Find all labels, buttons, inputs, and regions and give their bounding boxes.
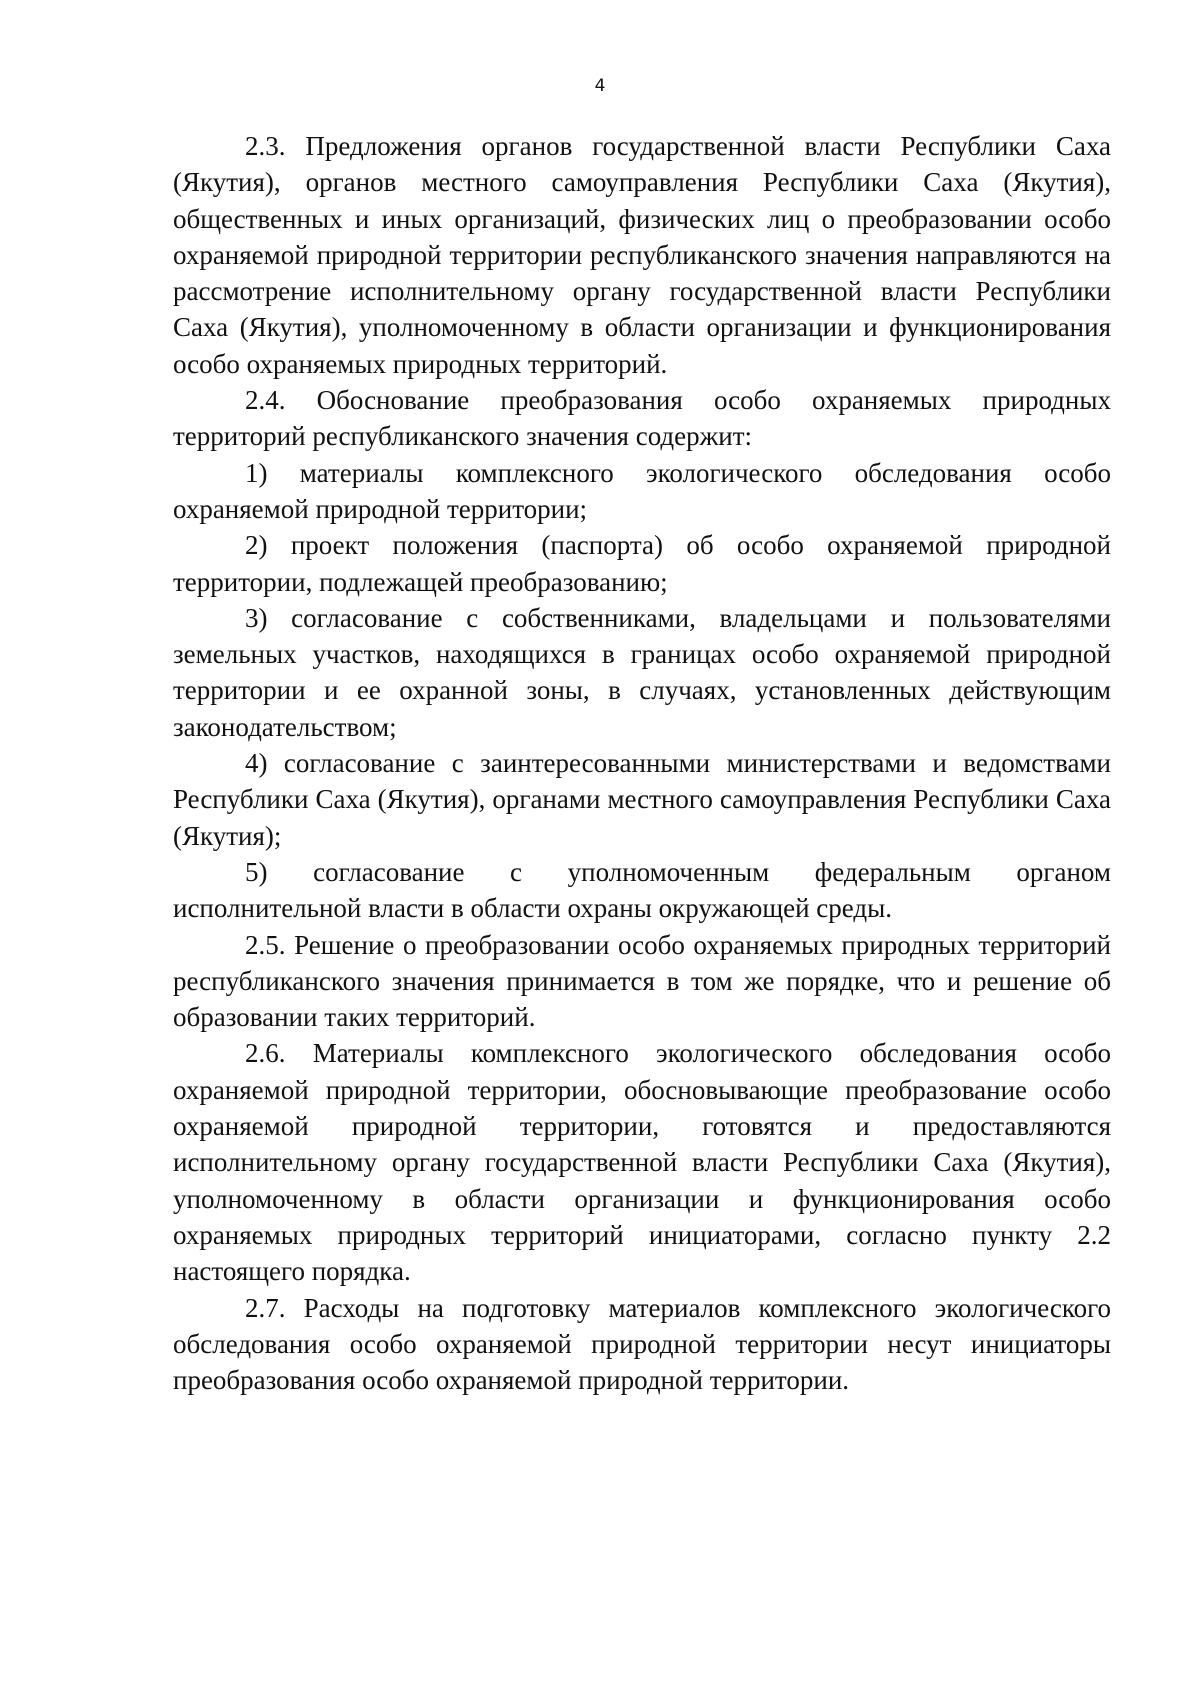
paragraph-2-4: 2.4. Обоснование преобразования особо охраняемых природных территорий республиканского значения содержит: <box>173 385 1111 452</box>
document-body <box>173 128 1111 1398</box>
paragraph-2-3: 2.3. Предложения органов государственной власти Республики Саха (Якутия), органов местного самоуправления Республики Саха (Якутия), общественных и иных организаций, физических лиц о преобразовании особо охраняемой природной территории республиканского значения направляются на рассмотрение исполнительному органу государственной власти Республики Саха (Якутия), уполномоченному в области организации и функционирования особо охраняемых природных территорий. <box>173 131 1111 379</box>
list-item-3: 3) согласование с собственниками, владельцами и пользователями земельных участков, находящихся в границах особо охраняемой природной территории и ее охранной зоны, в случаях, установленных действующим законодательством; <box>173 602 1111 742</box>
list-item-5: 5) согласование с уполномоченным федеральным органом исполнительной власти в области охраны окружающей среды. <box>173 856 1111 924</box>
paragraph-2-6: 2.6. Материалы комплексного экологического обследования особо охраняемой природной территории, обосновывающие преобразование особо охраняемой природной территории, готовятся и предоставляются исполнительному органу государственной власти Республики Саха (Якутия), уполномоченному в области организации и функционирования особо охраняемых природных территорий инициаторами, согласно пункту 2.2 настоящего порядка. <box>173 1038 1111 1287</box>
list-item-2: 2) проект положения (паспорта) об особо охраняемой природной территории, подлежащей преобразованию; <box>173 530 1111 597</box>
page-number: 4 <box>594 76 606 96</box>
paragraph-2-5: 2.5. Решение о преобразовании особо охраняемых природных территорий республиканского значения принимается в том же порядке, что и решение об образовании таких территорий. <box>173 929 1111 1033</box>
list-item-1: 1) материалы комплексного экологического обследования особо охраняемой природной территории; <box>173 457 1111 524</box>
paragraph-2-7: 2.7. Расходы на подготовку материалов комплексного экологического обследования особо охраняемой природной территории несут инициаторы преобразования особо охраняемой природной территории. <box>173 1292 1111 1396</box>
list-item-4: 4) согласование с заинтересованными министерствами и ведомствами Республики Саха (Якутия), органами местного самоуправления Республики Саха (Якутия); <box>173 748 1111 851</box>
